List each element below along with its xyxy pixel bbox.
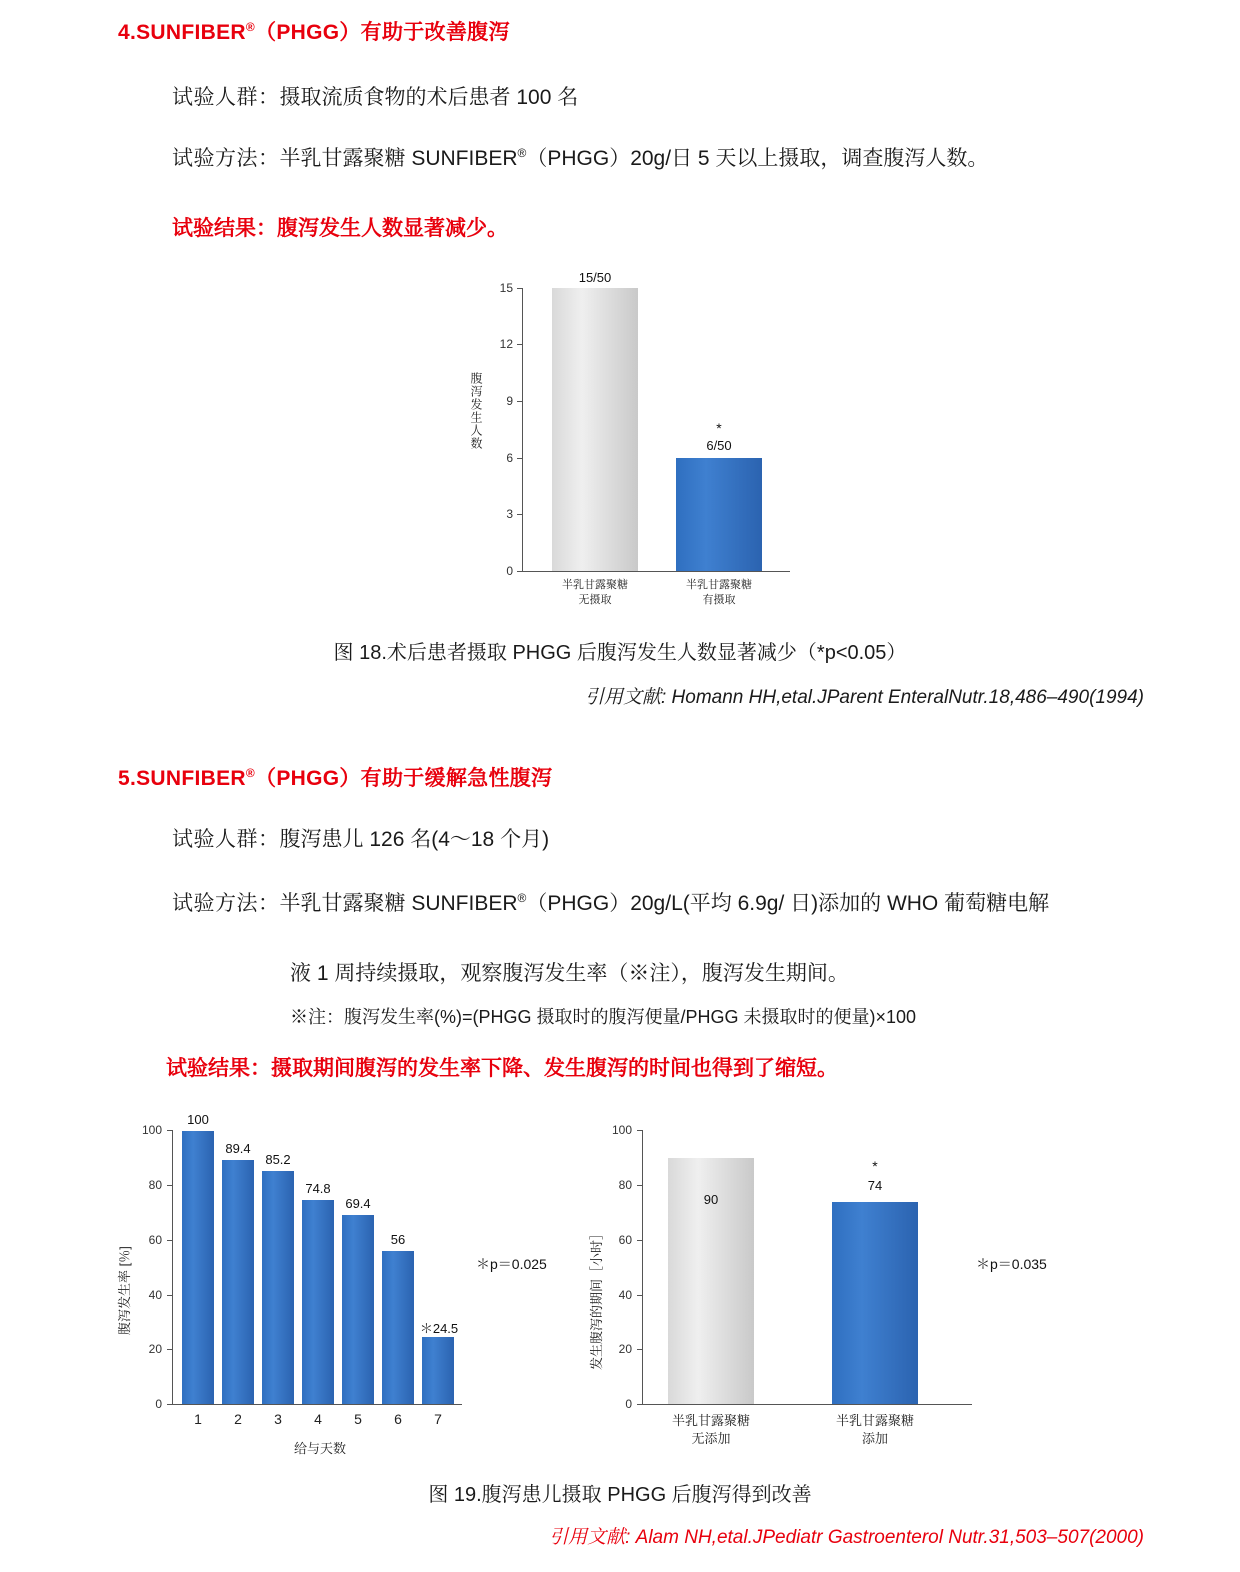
tick-mark	[167, 1130, 172, 1131]
y-tick-label: 60	[618, 1233, 632, 1247]
section5-heading-rest: （PHGG）有助于缓解急性腹泻	[255, 767, 553, 790]
section5-result-label: 试验结果：	[166, 1057, 271, 1080]
y-tick-label: 80	[618, 1178, 632, 1192]
x-tick-label: 1	[194, 1411, 202, 1427]
tick-mark	[517, 401, 522, 402]
chart-fig19-right	[590, 1120, 1070, 1460]
bar-blue	[342, 1215, 374, 1404]
bar-blue	[182, 1131, 214, 1404]
y-tick-label: 100	[141, 1123, 162, 1137]
bar-value: 15/50	[578, 270, 612, 285]
registered-icon: ®	[245, 766, 256, 780]
x-cat-label: 无添加	[691, 1430, 731, 1446]
section5-subjects	[172, 824, 1172, 856]
bar-blue	[676, 458, 762, 571]
bar-gray	[552, 288, 638, 571]
x-axis	[172, 1404, 462, 1405]
section4-heading-rest: （PHGG）有助于改善腹泻	[255, 21, 510, 44]
tick-mark	[167, 1404, 172, 1405]
section5-subjects-label: 试验人群：	[172, 828, 280, 851]
x-tick-label: 5	[354, 1411, 362, 1427]
significance-star: *	[872, 1158, 878, 1174]
x-cat-label: 无摄取	[578, 593, 612, 606]
registered-icon: ®	[517, 146, 527, 160]
bar-value: 85.2	[265, 1152, 291, 1167]
tick-mark	[637, 1185, 642, 1186]
y-tick-label: 12	[499, 337, 513, 351]
section4-subjects-label: 试验人群：	[172, 86, 280, 109]
section4-result-label: 试验结果：	[172, 217, 277, 240]
y-tick-label: 40	[148, 1288, 162, 1302]
tick-mark	[517, 514, 522, 515]
x-axis-title: 给与天数	[293, 1441, 346, 1456]
tick-mark	[637, 1295, 642, 1296]
section5-heading	[118, 762, 552, 792]
tick-mark	[517, 344, 522, 345]
section4-result	[172, 212, 508, 242]
section4-heading-prefix: 4.SUNFIBER	[118, 21, 246, 44]
registered-icon: ®	[245, 20, 256, 34]
section5-method-label: 试验方法：	[172, 892, 280, 915]
fig18-caption: 图 18.术后患者摄取 PHGG 后腹泻发生人数显著减少（*p<0.05）	[333, 642, 907, 664]
section4-subjects-text: 摄取流质食物的术后患者 100 名	[279, 86, 579, 109]
section5-method-text-a: 半乳甘露聚糖 SUNFIBER	[279, 892, 518, 915]
p-value-annotation: ＊p＝0.035	[976, 1256, 1047, 1272]
bar-blue	[222, 1160, 254, 1404]
bar-value: 74.8	[305, 1181, 331, 1196]
y-axis	[172, 1130, 173, 1405]
bar-value: 69.4	[345, 1196, 371, 1211]
y-tick-label: 6	[506, 451, 513, 465]
tick-mark	[637, 1240, 642, 1241]
bar-value: 74	[867, 1178, 883, 1193]
section4-heading	[118, 16, 510, 46]
y-tick-label: 0	[155, 1397, 162, 1411]
x-axis	[642, 1404, 972, 1405]
section5-method	[172, 888, 1182, 920]
x-tick-label: 4	[314, 1411, 322, 1427]
fig19-caption: 图 19.腹泻患儿摄取 PHGG 后腹泻得到改善	[428, 1484, 812, 1506]
significance-star: *	[716, 420, 722, 436]
y-tick-label: 20	[618, 1342, 632, 1356]
section5-method-text-b: （PHGG）20g/L(平均 6.9g/ 日)添加的 WHO 葡萄糖电解	[526, 892, 1050, 915]
section5-heading-prefix: 5.SUNFIBER	[118, 767, 246, 790]
bar-value: 89.4	[225, 1141, 251, 1156]
x-cat-label: 半乳甘露聚糖	[686, 579, 752, 591]
x-tick-label: 2	[234, 1411, 242, 1427]
tick-mark	[517, 571, 522, 572]
tick-mark	[167, 1295, 172, 1296]
y-tick-label: 15	[499, 281, 513, 295]
y-tick-label: 9	[506, 394, 513, 408]
bar-value: 90	[703, 1192, 719, 1207]
bar-blue	[302, 1200, 334, 1404]
chart-fig18	[469, 270, 820, 606]
y-axis-title: 腹泻发生率 [％]	[117, 1246, 132, 1335]
y-tick-label: 60	[148, 1233, 162, 1247]
y-tick-label: 0	[506, 564, 513, 578]
tick-mark	[167, 1185, 172, 1186]
bar-value: 56	[390, 1232, 406, 1247]
x-cat-label: 半乳甘露聚糖	[562, 579, 628, 591]
x-cat-label: 添加	[861, 1430, 888, 1446]
tick-mark	[517, 458, 522, 459]
x-cat-label: 半乳甘露聚糖	[835, 1413, 914, 1428]
y-axis-title: 腹泻发生人数	[469, 372, 483, 450]
section5-result-text: 摄取期间腹泻的发生率下降、发生腹泻的时间也得到了缩短。	[271, 1057, 838, 1080]
x-cat-label: 有摄取	[702, 593, 736, 606]
section5-result	[166, 1052, 838, 1082]
x-axis	[522, 571, 790, 572]
y-axis-title: 发生腹泻的期间［小时］	[589, 1226, 604, 1370]
bar-blue	[262, 1171, 294, 1404]
y-tick-label: 100	[611, 1123, 632, 1137]
p-value-annotation: ＊p＝0.025	[476, 1256, 547, 1272]
tick-mark	[167, 1240, 172, 1241]
section4-method-label: 试验方法：	[172, 147, 280, 170]
y-axis	[522, 288, 523, 572]
y-tick-label: 80	[148, 1178, 162, 1192]
y-tick-label: 3	[506, 507, 513, 521]
y-tick-label: 0	[625, 1397, 632, 1411]
section5-note: ※注：腹泻发生率(%)=(PHGG 摄取时的腹泻便量/PHGG 未摄取时的便量)×100	[290, 1007, 917, 1027]
tick-mark	[637, 1130, 642, 1131]
chart-fig19-left	[117, 1112, 560, 1460]
x-tick-label: 7	[434, 1411, 442, 1427]
section4-method-text-a: 半乳甘露聚糖 SUNFIBER	[279, 147, 518, 170]
section4-subjects	[172, 82, 1172, 114]
bar-blue	[832, 1202, 918, 1404]
bar-value: 6/50	[706, 438, 732, 453]
registered-icon: ®	[517, 891, 527, 905]
tick-mark	[517, 288, 522, 289]
x-tick-label: 6	[394, 1411, 402, 1427]
bar-blue	[422, 1337, 454, 1404]
tick-mark	[637, 1404, 642, 1405]
section4-method-text-b: （PHGG）20g/日 5 天以上摄取，调查腹泻人数。	[526, 147, 989, 170]
fig19-reference: 引用文献: Alam NH,etal.JPediatr Gastroenterol Nutr.31,503–507(2000)	[549, 1527, 1144, 1548]
y-tick-label: 40	[618, 1288, 632, 1302]
section4-method	[172, 143, 1182, 175]
tick-mark	[637, 1349, 642, 1350]
y-tick-label: 20	[148, 1342, 162, 1356]
x-tick-label: 3	[274, 1411, 282, 1427]
section5-method-line2: 液 1 周持续摄取，观察腹泻发生率（※注），腹泻发生期间。	[290, 962, 849, 985]
section5-subjects-text: 腹泻患儿 126 名(4～18 个月)	[279, 828, 550, 851]
x-cat-label: 半乳甘露聚糖	[671, 1413, 750, 1428]
bar-value: 100	[187, 1112, 209, 1127]
fig18-reference: 引用文献: Homann HH,etal.JParent EnteralNutr.18,486–490(1994)	[584, 687, 1144, 708]
y-axis	[642, 1130, 643, 1405]
section4-result-text: 腹泻发生人数显著减少。	[277, 217, 508, 240]
tick-mark	[167, 1349, 172, 1350]
bar-value: ＊24.5	[419, 1321, 459, 1336]
